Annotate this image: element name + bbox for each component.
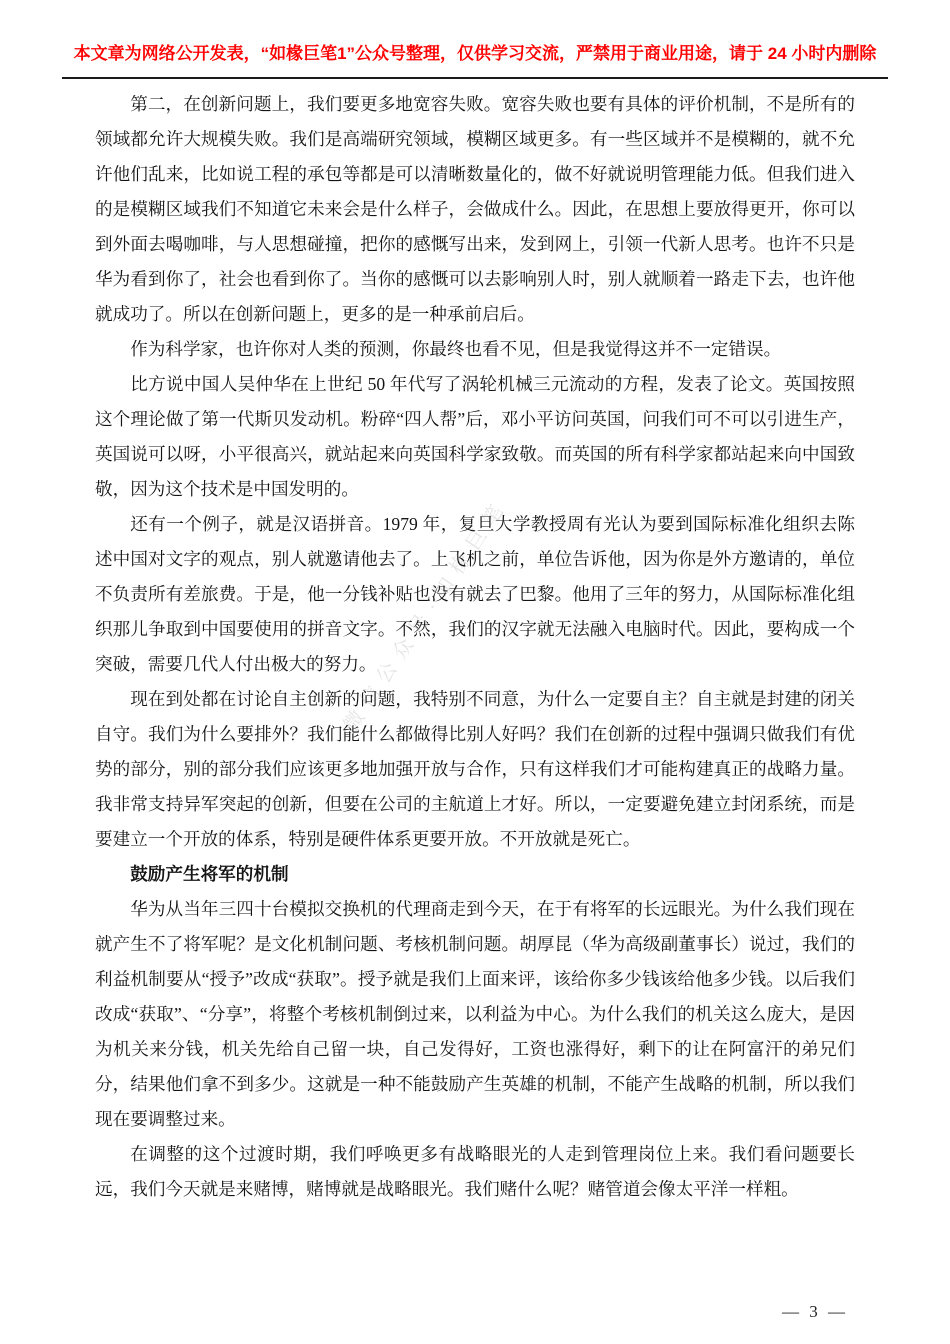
page-number: — 3 —: [782, 1302, 848, 1321]
paragraph: 还有一个例子，就是汉语拼音。1979 年，复旦大学教授周有光认为要到国际标准化组织去陈述中国对文字的观点，别人就邀请他去了。上飞机之前，单位告诉他，因为你是外方邀请的，单位不负责所有差旅费。于是，他一分钱补贴也没有就去了巴黎。他用了三年的努力，从国际标准化组织那儿争取到中国要使用的拼音文字。不然，我们的汉字就无法融入电脑时代。因此，要构成一个突破，需要几代人付出极大的努力。: [95, 514, 855, 674]
paragraph: 现在到处都在讨论自主创新的问题，我特别不同意，为什么一定要自主？自主就是封建的闭关自守。我们为什么要排外？我们能什么都做得比别人好吗？我们在创新的过程中强调只做我们有优势的部分，别的部分我们应该更多地加强开放与合作，只有这样我们才可能构建真正的战略力量。我非常支持异军突起的创新，但要在公司的主航道上才好。所以，一定要避免建立封闭系统，而是要建立一个开放的体系，特别是硬件体系更要开放。不开放就是死亡。: [95, 689, 855, 849]
diagonal-watermark: 微信公众号·如椽巨笔: [339, 493, 513, 736]
header-notice-band: [62, 0, 888, 79]
paragraph: 华为从当年三四十台模拟交换机的代理商走到今天，在于有将军的长远眼光。为什么我们现在就产生不了将军呢？是文化机制问题、考核机制问题。胡厚昆（华为高级副董事长）说过，我们的利益机制要从“授予”改成“获取”。授予就是我们上面来评，该给你多少钱该给他多少钱。以后我们改成“获取”、“分享”，将整个考核机制倒过来，以利益为中心。为什么我们的机关这么庞大，是因为机关来分钱，机关先给自己留一块，自己发得好，工资也涨得好，剩下的让在阿富汗的弟兄们分，结果他们拿不到多少。这就是一种不能鼓励产生英雄的机制，不能产生战略的机制，所以我们现在要调整过来。: [95, 899, 855, 1129]
copyright-warning-text: 本文章为网络公开发表，“如椽巨笔1”公众号整理，仅供学习交流，严禁用于商业用途，请于 24 小时内删除: [73, 44, 877, 63]
paragraph: 比方说中国人吴仲华在上世纪 50 年代写了涡轮机械三元流动的方程，发表了论文。英国按照这个理论做了第一代斯贝发动机。粉碎“四人帮”后，邓小平访问英国，问我们可不可以引进生产，英国说可以呀，小平很高兴，就站起来向英国科学家致敬。而英国的所有科学家都站起来向中国致敬，因为这个技术是中国发明的。: [95, 374, 855, 499]
page-footer: [782, 1302, 848, 1322]
paragraph: 在调整的这个过渡时期，我们呼唤更多有战略眼光的人走到管理岗位上来。我们看问题要长远，我们今天就是来赌博，赌博就是战略眼光。我们赌什么呢？赌管道会像太平洋一样粗。: [95, 1144, 855, 1199]
paragraph: 第二，在创新问题上，我们要更多地宽容失败。宽容失败也要有具体的评价机制，不是所有的领域都允许大规模失败。我们是高端研究领域，模糊区域更多。有一些区域并不是模糊的，就不允许他们乱来，比如说工程的承包等都是可以清晰数量化的，做不好就说明管理能力低。但我们进入的是模糊区域我们不知道它未来会是什么样子，会做成什么。因此，在思想上要放得更开，你可以到外面去喝咖啡，与人思想碰撞，把你的感慨写出来，发到网上，引领一代新人思考。也许不只是华为看到你了，社会也看到你了。当你的感慨可以去影响别人时，别人就顺着一路走下去，也许他就成功了。所以在创新问题上，更多的是一种承前启后。: [95, 94, 855, 324]
paragraph: 作为科学家，也许你对人类的预测，你最终也看不见，但是我觉得这并不一定错误。: [130, 339, 782, 359]
document-body: [95, 87, 855, 1207]
section-heading: 鼓励产生将军的机制: [130, 864, 289, 884]
